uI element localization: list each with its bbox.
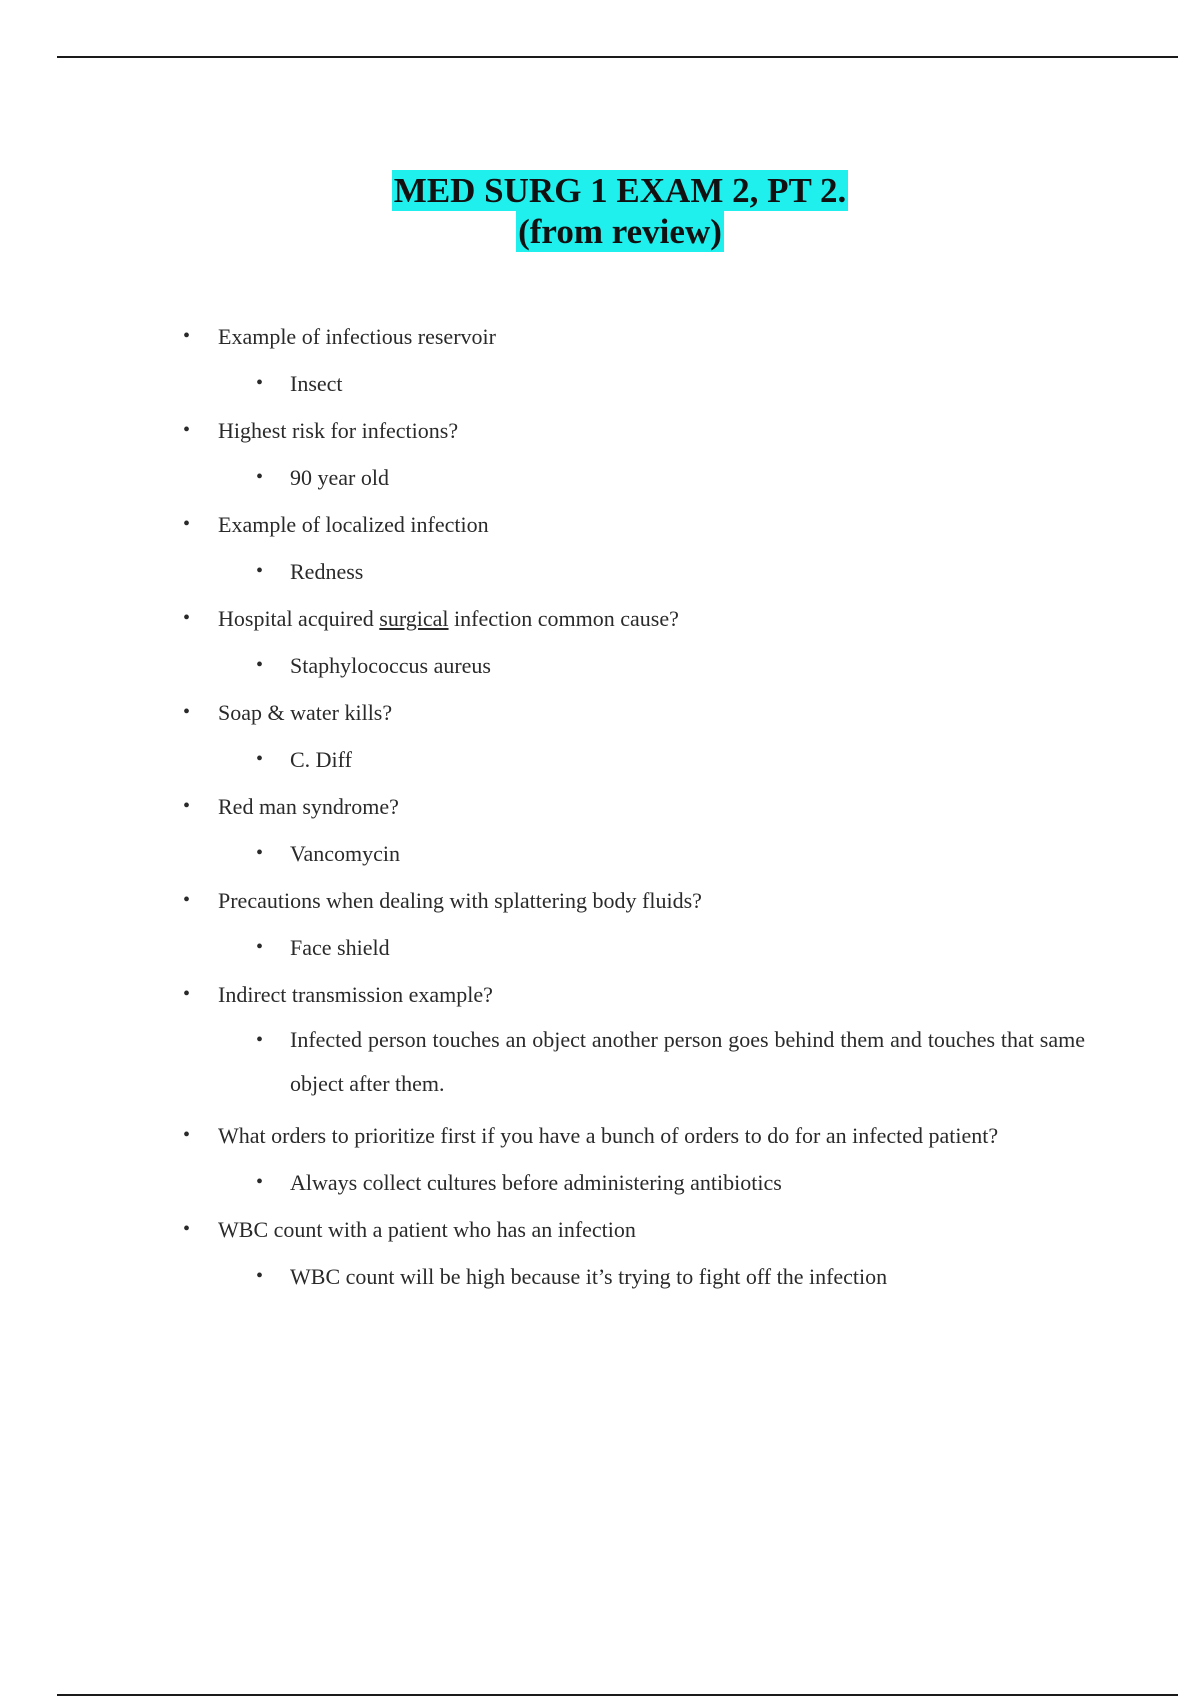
answer-text: Vancomycin [290,841,400,866]
bullet-icon: • [183,701,191,723]
question-line [0,313,1200,360]
question-line [0,971,1200,1018]
question-text: What orders to prioritize first if you have a bunch of orders to do for an infected patient? [218,1123,999,1148]
bullet-icon: • [256,842,264,864]
answer-text: Staphylococcus aureus [290,653,491,678]
list-item [0,783,1200,877]
bullet-icon: • [256,466,264,488]
bullet-icon: • [256,560,264,582]
question-line [0,501,1200,548]
list-item [0,971,1200,1112]
list-item [0,407,1200,501]
footer-rule [57,1694,1178,1696]
answer-line [0,924,1200,971]
question-text: Example of localized infection [218,512,489,537]
bullet-icon: • [183,419,191,441]
bullet-icon: • [183,1218,191,1240]
question-text: WBC count with a patient who has an infection [218,1217,636,1242]
answer-text: Infected person touches an object another person goes behind them and touches that same object after them. [290,1027,1085,1096]
answer-text: WBC count will be high because it’s trying to fight off the infection [290,1264,888,1289]
bullet-icon: • [183,325,191,347]
bullet-icon: • [183,607,191,629]
bullet-icon: • [256,748,264,770]
bullet-icon: • [256,1029,264,1051]
bullet-icon: • [256,372,264,394]
question-line [0,407,1200,454]
list-item [0,595,1200,689]
answer-text: Always collect cultures before administering antibiotics [290,1170,782,1195]
question-text: Red man syndrome? [218,794,399,819]
answer-text: 90 year old [290,465,389,490]
title-line-1: MED SURG 1 EXAM 2, PT 2. [393,171,847,210]
answer-line [0,1018,1085,1112]
question-text: Soap & water kills? [218,700,393,725]
answer-text: Face shield [290,935,390,960]
question-text: Example of infectious reservoir [218,324,496,349]
question-text-pre: Hospital acquired [218,606,380,631]
answer-line [0,642,1200,689]
question-line [0,595,1200,642]
title-line-2: (from review) [518,212,722,251]
list-item [0,689,1200,783]
question-list [0,313,1200,1300]
document-title [0,170,1200,252]
question-text: Highest risk for infections? [218,418,459,443]
list-item [0,313,1200,407]
header-rule [57,56,1178,58]
question-line [0,783,1200,830]
answer-text: Redness [290,559,364,584]
answer-text: C. Diff [290,747,352,772]
question-text-underlined: surgical [379,606,449,631]
bullet-icon: • [183,889,191,911]
list-item [0,877,1200,971]
answer-line [0,1159,1200,1206]
bullet-icon: • [183,983,191,1005]
question-line [0,689,1200,736]
answer-line [0,454,1200,501]
question-text-post: infection common cause? [448,606,679,631]
bullet-icon: • [183,795,191,817]
question-text: Precautions when dealing with splattering body fluids? [218,888,702,913]
answer-line [0,736,1200,783]
question-text: Indirect transmission example? [218,982,493,1007]
answer-line [0,360,1200,407]
bullet-icon: • [256,1265,264,1287]
bullet-icon: • [256,936,264,958]
answer-line [0,830,1200,877]
answer-line [0,1253,1200,1300]
answer-text: Insect [290,371,343,396]
bullet-icon: • [183,1124,191,1146]
question-line [0,1112,1200,1159]
bullet-icon: • [256,654,264,676]
list-item [0,1112,1200,1206]
question-line [0,877,1200,924]
answer-line [0,548,1200,595]
list-item [0,1206,1200,1300]
bullet-icon: • [183,513,191,535]
bullet-icon: • [256,1171,264,1193]
question-line [0,1206,1200,1253]
list-item [0,501,1200,595]
